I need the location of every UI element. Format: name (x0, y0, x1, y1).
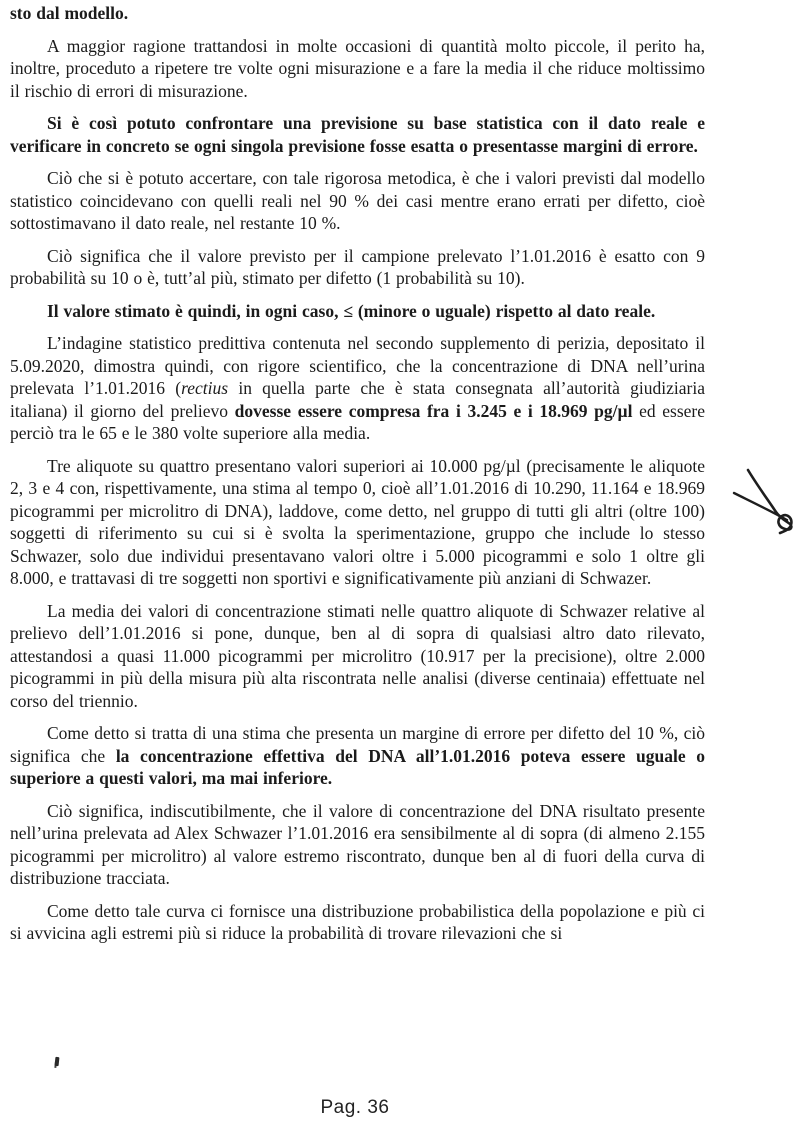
text-run: dovesse essere compresa fra i 3.245 e i 18.969 pg/µl (234, 400, 633, 421)
text-run: rectius (181, 378, 229, 398)
text-run: in quella parte che è stata consegnata all’autorità giudiziaria italiana) il giorno del prelievo (10, 378, 705, 421)
text-run: Ciò significa che il valore previsto per il campione prelevato l’1.01.2016 è esatto con 9 probabilità su 10 o è, tutt’al più, stimato per difetto (1 probabilità su 10). (10, 245, 705, 288)
paragraph (10, 300, 705, 323)
text-run: Il valore stimato è quindi, in ogni caso, ≤ (minore o uguale) rispetto al dato reale. (47, 300, 656, 321)
paragraph (10, 600, 705, 713)
paragraph (10, 167, 705, 235)
text-run: la concentrazione effettiva del DNA all’1.01.2016 poteva essere uguale o superiore a questi valori, ma mai inferiore. (10, 745, 705, 788)
paragraph (10, 722, 705, 790)
paragraph (10, 245, 705, 290)
text-run: L’indagine statistico predittiva contenuta nel secondo supplemento di perizia, depositato il 5.09.2020, dimostra quindi, con rigore scientifico, che la concentrazione di DNA nell’urina prelevata l’1.01.2016 ( (10, 333, 705, 398)
paragraph (10, 455, 705, 590)
paragraph (10, 800, 705, 890)
paragraph (10, 2, 705, 25)
text-run: Ciò significa, indiscutibilmente, che il valore di concentrazione del DNA risultato presente nell’urina prelevata ad Alex Schwazer l’1.01.2016 era sensibilmente al di sopra (di almeno 2.155 picogrammi per microlitro) al valore estremo riscontrato, dunque ben al di fuori della curva di distribuzione tracciata. (10, 800, 705, 888)
text-run: sto dal modello. (10, 3, 129, 23)
text-run: La media dei valori di concentrazione stimati nelle quattro aliquote di Schwazer relative al prelievo dell’1.01.2016 si pone, dunque, ben al di sopra di qualsiasi altro dato rilevato, attestandosi a quasi 11.000 picogrammi per microlitro (10.917 per la precisione), oltre 2.000 picogrammi in più della misura più alta riscontrata nelle analisi (diverse centinaia) effettuate nel corso del triennio. (10, 600, 705, 711)
paragraph (10, 35, 705, 103)
text-run: A maggior ragione trattandosi in molte occasioni di quantità molto piccole, il perito ha, inoltre, proceduto a ripetere tre volte ogni misurazione e a fare la media il che riduce moltissimo il rischio di errori di misurazione. (10, 35, 705, 101)
paragraph (10, 332, 705, 445)
document-body (10, 2, 705, 955)
text-run: ed essere perciò tra le 65 e le 380 volte superiore alla media. (10, 400, 705, 443)
pen-scribble-icon (720, 455, 800, 555)
paragraph (10, 900, 705, 945)
ink-speck (55, 1057, 60, 1066)
text-run: Come detto si tratta di una stima che presenta un margine di errore per difetto del 10 %, ciò significa che (10, 723, 705, 766)
page-number: Pag. 36 (320, 1097, 390, 1118)
text-run: Tre aliquote su quattro presentano valori superiori ai 10.000 pg/µl (precisamente le aliquote 2, 3 e 4 con, rispettivamente, una stima al tempo 0, cioè all’1.01.2016 di 10.290, 11.164 e 18.969 picogrammi per microlitro di DNA), laddove, come detto, nel gruppo di tutti gli altri (oltre 100) soggetti di riferimento su cui si è svolta la sperimentazione, gruppo che include lo stesso Schwazer, solo due individui presentavano valori oltre i 5.000 picogrammi e solo 1 oltre gli 8.000, e trattavasi di tre soggetti non sportivi e significativamente più anziani di Schwazer. (10, 455, 705, 588)
paragraph (10, 112, 705, 157)
text-run: Ciò che si è potuto accertare, con tale rigorosa metodica, è che i valori previsti dal modello statistico coincidevano con quelli reali nel 90 % dei casi mentre erano errati per difetto, cioè sottostimavano il dato reale, nel restante 10 %. (10, 168, 705, 233)
text-run: Si è così potuto confrontare una previsione su base statistica con il dato reale e verificare in concreto se ogni singola previsione fosse esatta o presentasse margini di errore. (10, 113, 705, 156)
text-run: Come detto tale curva ci fornisce una distribuzione probabilistica della popolazione e più ci si avvicina agli estremi più si riduce la probabilità di trovare rilevazioni che si (10, 900, 705, 943)
